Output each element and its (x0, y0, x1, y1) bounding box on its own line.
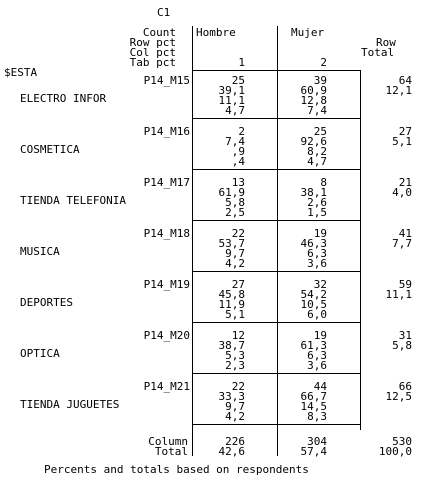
cell-hombre: 5,3 (225, 349, 245, 362)
row-code: P14_M19 (143, 278, 190, 291)
cell-mujer: 3,6 (307, 257, 327, 270)
cell-row-total: 12,1 (385, 84, 412, 97)
cell-mujer: 44 (313, 380, 327, 393)
cell-hombre: 5,8 (225, 196, 245, 209)
row-code: P14_M17 (143, 176, 190, 189)
cell-mujer: 6,0 (307, 308, 327, 321)
cell-mujer: 8 (320, 176, 327, 189)
cell-hombre: ,4 (231, 155, 245, 168)
stat-label: Tab pct (129, 56, 176, 69)
cell-row-total: 4,0 (392, 186, 412, 199)
cell-row-total: 27 (398, 125, 412, 138)
column-divider (360, 70, 361, 430)
row-label: ELECTRO INFOR (20, 92, 107, 105)
row-label: COSMETICA (20, 143, 80, 156)
cell-row-total: 12,5 (385, 390, 412, 403)
column-total-mujer: 57,4 (300, 445, 327, 458)
footnote: Percents and totals based on respondents (44, 463, 309, 476)
cell-mujer: 8,3 (307, 410, 327, 423)
cell-mujer: 66,7 (300, 390, 327, 403)
cell-hombre: 38,7 (218, 339, 245, 352)
row-label: TIENDA JUGUETES (20, 398, 120, 411)
cell-hombre: 2,5 (225, 206, 245, 219)
cell-mujer: 3,6 (307, 359, 327, 372)
cell-mujer: 32 (313, 278, 327, 291)
cell-hombre: 2 (238, 125, 245, 138)
row-rule (192, 271, 360, 272)
stat-label: Row pct (129, 36, 176, 49)
cell-hombre: 9,7 (225, 247, 245, 260)
column-total-hombre: 42,6 (218, 445, 245, 458)
grand-total: 530 (392, 435, 412, 448)
cell-row-total: 59 (398, 278, 412, 291)
row-total-header: Row (376, 36, 396, 49)
cell-row-total: 31 (398, 329, 412, 342)
cell-row-total: 7,7 (392, 237, 412, 250)
cell-row-total: 11,1 (385, 288, 412, 301)
row-rule (192, 118, 360, 119)
column-total-label: Total (154, 445, 188, 458)
cell-hombre: 11,9 (218, 298, 245, 311)
cell-row-total: 5,1 (392, 135, 412, 148)
cell-mujer: 10,5 (300, 298, 327, 311)
row-label: DEPORTES (20, 296, 73, 309)
row-label: MUSICA (20, 245, 60, 258)
cell-hombre: 13 (231, 176, 245, 189)
cell-mujer: 1,5 (307, 206, 327, 219)
cell-mujer: 25 (313, 125, 327, 138)
cell-mujer: 46,3 (300, 237, 327, 250)
row-variable-label: $ESTA (4, 66, 38, 79)
cell-mujer: 92,6 (300, 135, 327, 148)
cell-row-total: 64 (398, 74, 412, 87)
cell-mujer: 61,3 (300, 339, 327, 352)
cell-mujer: 4,7 (307, 155, 327, 168)
cell-hombre: 22 (231, 227, 245, 240)
cell-mujer: 38,1 (300, 186, 327, 199)
cell-hombre: 4,7 (225, 104, 245, 117)
column-variable-label: C1 (157, 6, 171, 19)
stat-label: Col pct (129, 46, 176, 59)
column-code-hombre: 1 (238, 56, 245, 69)
row-rule (192, 373, 360, 374)
cell-row-total: 66 (398, 380, 412, 393)
cell-hombre: 53,7 (218, 237, 245, 250)
cell-hombre: 45,8 (218, 288, 245, 301)
cell-row-total: 41 (398, 227, 412, 240)
row-code: P14_M20 (143, 329, 190, 342)
header-rule (192, 70, 360, 71)
column-total-label: Column (148, 435, 188, 448)
cell-hombre: 4,2 (225, 410, 245, 423)
row-label: TIENDA TELEFONIA (20, 194, 126, 207)
row-total-header: Total (361, 46, 395, 59)
column-divider (277, 26, 278, 456)
cell-mujer: 19 (313, 329, 327, 342)
cell-mujer: 12,8 (300, 94, 327, 107)
column-header-hombre: Hombre (196, 26, 236, 39)
stat-label: Count (142, 26, 176, 39)
row-code: P14_M15 (143, 74, 190, 87)
cell-mujer: 60,9 (300, 84, 327, 97)
row-rule (192, 322, 360, 323)
cell-hombre: 11,1 (218, 94, 245, 107)
column-total-hombre: 226 (225, 435, 245, 448)
cell-hombre: 61,9 (218, 186, 245, 199)
column-total-mujer: 304 (307, 435, 327, 448)
cell-mujer: 54,2 (300, 288, 327, 301)
cell-mujer: 19 (313, 227, 327, 240)
row-rule (192, 169, 360, 170)
row-code: P14_M16 (143, 125, 190, 138)
column-divider (192, 26, 193, 456)
cell-hombre: 4,2 (225, 257, 245, 270)
row-code: P14_M21 (143, 380, 190, 393)
cell-hombre: ,9 (231, 145, 245, 158)
cell-hombre: 39,1 (218, 84, 245, 97)
row-code: P14_M18 (143, 227, 190, 240)
column-header-mujer: Mujer (291, 26, 325, 39)
row-rule (192, 424, 360, 425)
cell-hombre: 33,3 (218, 390, 245, 403)
cell-mujer: 6,3 (307, 349, 327, 362)
cell-hombre: 5,1 (225, 308, 245, 321)
cell-hombre: 7,4 (225, 135, 245, 148)
cell-hombre: 9,7 (225, 400, 245, 413)
cell-mujer: 6,3 (307, 247, 327, 260)
cell-mujer: 2,6 (307, 196, 327, 209)
row-rule (192, 220, 360, 221)
column-code-mujer: 2 (320, 56, 327, 69)
cell-hombre: 22 (231, 380, 245, 393)
cell-hombre: 25 (231, 74, 245, 87)
cell-hombre: 27 (231, 278, 245, 291)
cell-row-total: 5,8 (392, 339, 412, 352)
cell-hombre: 2,3 (225, 359, 245, 372)
grand-total: 100,0 (378, 445, 412, 458)
cell-mujer: 14,5 (300, 400, 327, 413)
cell-mujer: 8,2 (307, 145, 327, 158)
cell-mujer: 39 (313, 74, 327, 87)
cell-mujer: 7,4 (307, 104, 327, 117)
cell-hombre: 12 (231, 329, 245, 342)
cell-row-total: 21 (398, 176, 412, 189)
row-label: OPTICA (20, 347, 60, 360)
